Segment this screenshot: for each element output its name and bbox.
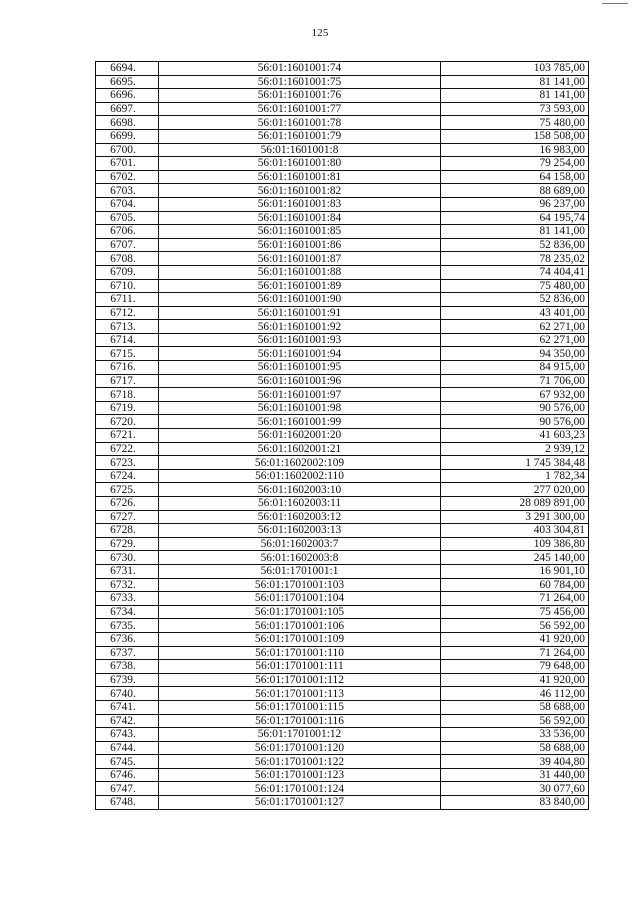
- cadastral-value-cell: 41 603,23: [441, 429, 589, 443]
- table-row: [96, 687, 589, 701]
- row-number-cell: 6709.: [96, 265, 159, 279]
- cadastral-number-cell: 56:01:1601001:75: [159, 75, 441, 89]
- cadastral-number-cell: 56:01:1601001:87: [159, 252, 441, 266]
- cadastral-number-cell: 56:01:1701001:123: [159, 768, 441, 782]
- row-number-cell: 6708.: [96, 252, 159, 266]
- table-row: [96, 782, 589, 796]
- table-row: [96, 497, 589, 511]
- row-number-cell: 6715.: [96, 347, 159, 361]
- cadastral-number-cell: 56:01:1601001:76: [159, 89, 441, 103]
- row-number-cell: 6740.: [96, 687, 159, 701]
- table-row: [96, 429, 589, 443]
- row-number-cell: 6733.: [96, 592, 159, 606]
- cadastral-number-cell: 56:01:1601001:86: [159, 238, 441, 252]
- cadastral-value-cell: 158 508,00: [441, 129, 589, 143]
- cadastral-value-cell: 2 939,12: [441, 442, 589, 456]
- table-row: [96, 537, 589, 551]
- table-row: [96, 306, 589, 320]
- cadastral-value-cell: 60 784,00: [441, 578, 589, 592]
- cadastral-value-cell: 41 920,00: [441, 673, 589, 687]
- row-number-cell: 6694.: [96, 62, 159, 76]
- cadastral-value-cell: 79 254,00: [441, 157, 589, 171]
- cadastral-value-cell: 74 404,41: [441, 265, 589, 279]
- cadastral-number-cell: 56:01:1701001:127: [159, 796, 441, 810]
- cadastral-value-cell: 62 271,00: [441, 333, 589, 347]
- row-number-cell: 6747.: [96, 782, 159, 796]
- row-number-cell: 6716.: [96, 361, 159, 375]
- table-row: [96, 768, 589, 782]
- table-row: [96, 510, 589, 524]
- cadastral-number-cell: 56:01:1601001:74: [159, 62, 441, 76]
- row-number-cell: 6737.: [96, 646, 159, 660]
- row-number-cell: 6721.: [96, 429, 159, 443]
- cadastral-value-cell: 71 264,00: [441, 646, 589, 660]
- cadastral-value-cell: 62 271,00: [441, 320, 589, 334]
- row-number-cell: 6732.: [96, 578, 159, 592]
- cadastral-value-cell: 71 264,00: [441, 592, 589, 606]
- row-number-cell: 6744.: [96, 741, 159, 755]
- cadastral-number-cell: 56:01:1601001:97: [159, 388, 441, 402]
- cadastral-value-cell: 58 688,00: [441, 700, 589, 714]
- table-row: [96, 619, 589, 633]
- cadastral-number-cell: 56:01:1602003:12: [159, 510, 441, 524]
- cadastral-number-cell: 56:01:1602003:7: [159, 537, 441, 551]
- row-number-cell: 6712.: [96, 306, 159, 320]
- table-row: [96, 129, 589, 143]
- row-number-cell: 6745.: [96, 755, 159, 769]
- row-number-cell: 6727.: [96, 510, 159, 524]
- table-body: [96, 62, 589, 810]
- row-number-cell: 6695.: [96, 75, 159, 89]
- cadastral-number-cell: 56:01:1602003:10: [159, 483, 441, 497]
- row-number-cell: 6742.: [96, 714, 159, 728]
- table-row: [96, 578, 589, 592]
- cadastral-number-cell: 56:01:1601001:89: [159, 279, 441, 293]
- cadastral-number-cell: 56:01:1601001:85: [159, 225, 441, 239]
- cadastral-number-cell: 56:01:1601001:91: [159, 306, 441, 320]
- cadastral-number-cell: 56:01:1701001:103: [159, 578, 441, 592]
- cadastral-value-cell: 1 782,34: [441, 469, 589, 483]
- cadastral-number-cell: 56:01:1602003:8: [159, 551, 441, 565]
- table-row: [96, 157, 589, 171]
- table-row: [96, 673, 589, 687]
- table-row: [96, 755, 589, 769]
- cadastral-number-cell: 56:01:1701001:106: [159, 619, 441, 633]
- table-row: [96, 728, 589, 742]
- row-number-cell: 6734.: [96, 605, 159, 619]
- table-row: [96, 293, 589, 307]
- cadastral-value-table: [95, 61, 589, 810]
- cadastral-number-cell: 56:01:1701001:1: [159, 564, 441, 578]
- row-number-cell: 6698.: [96, 116, 159, 130]
- table-row: [96, 796, 589, 810]
- cadastral-number-cell: 56:01:1601001:83: [159, 197, 441, 211]
- table-row: [96, 197, 589, 211]
- cadastral-number-cell: 56:01:1601001:80: [159, 157, 441, 171]
- table-row: [96, 62, 589, 76]
- cadastral-number-cell: 56:01:1701001:113: [159, 687, 441, 701]
- cadastral-number-cell: 56:01:1701001:110: [159, 646, 441, 660]
- cadastral-number-cell: 56:01:1701001:12: [159, 728, 441, 742]
- row-number-cell: 6736.: [96, 632, 159, 646]
- row-number-cell: 6713.: [96, 320, 159, 334]
- cadastral-value-cell: 103 785,00: [441, 62, 589, 76]
- cadastral-value-cell: 16 901,10: [441, 564, 589, 578]
- cadastral-value-cell: 43 401,00: [441, 306, 589, 320]
- cadastral-value-cell: 75 480,00: [441, 279, 589, 293]
- cadastral-value-cell: 73 593,00: [441, 102, 589, 116]
- row-number-cell: 6726.: [96, 497, 159, 511]
- cadastral-number-cell: 56:01:1601001:81: [159, 170, 441, 184]
- cadastral-number-cell: 56:01:1601001:98: [159, 401, 441, 415]
- row-number-cell: 6729.: [96, 537, 159, 551]
- cadastral-number-cell: 56:01:1601001:88: [159, 265, 441, 279]
- cadastral-number-cell: 56:01:1601001:84: [159, 211, 441, 225]
- row-number-cell: 6738.: [96, 660, 159, 674]
- cadastral-number-cell: 56:01:1601001:94: [159, 347, 441, 361]
- row-number-cell: 6718.: [96, 388, 159, 402]
- table-row: [96, 265, 589, 279]
- table-row: [96, 564, 589, 578]
- row-number-cell: 6702.: [96, 170, 159, 184]
- row-number-cell: 6720.: [96, 415, 159, 429]
- table-row: [96, 320, 589, 334]
- cadastral-number-cell: 56:01:1601001:96: [159, 374, 441, 388]
- cadastral-number-cell: 56:01:1601001:93: [159, 333, 441, 347]
- cadastral-value-cell: 403 304,81: [441, 524, 589, 538]
- row-number-cell: 6739.: [96, 673, 159, 687]
- row-number-cell: 6730.: [96, 551, 159, 565]
- cadastral-value-cell: 81 141,00: [441, 75, 589, 89]
- cadastral-value-cell: 84 915,00: [441, 361, 589, 375]
- cadastral-number-cell: 56:01:1602003:13: [159, 524, 441, 538]
- table-row: [96, 483, 589, 497]
- cadastral-value-cell: 67 932,00: [441, 388, 589, 402]
- cadastral-value-cell: 75 480,00: [441, 116, 589, 130]
- cadastral-value-cell: 90 576,00: [441, 415, 589, 429]
- cadastral-value-cell: 64 195,74: [441, 211, 589, 225]
- cadastral-value-cell: 39 404,80: [441, 755, 589, 769]
- table-row: [96, 225, 589, 239]
- cadastral-number-cell: 56:01:1701001:109: [159, 632, 441, 646]
- row-number-cell: 6700.: [96, 143, 159, 157]
- cadastral-value-cell: 33 536,00: [441, 728, 589, 742]
- table-row: [96, 89, 589, 103]
- row-number-cell: 6719.: [96, 401, 159, 415]
- row-number-cell: 6696.: [96, 89, 159, 103]
- cadastral-value-cell: 3 291 300,00: [441, 510, 589, 524]
- row-number-cell: 6723.: [96, 456, 159, 470]
- cadastral-value-cell: 94 350,00: [441, 347, 589, 361]
- cadastral-number-cell: 56:01:1602001:20: [159, 429, 441, 443]
- table-row: [96, 660, 589, 674]
- cadastral-value-cell: 30 077,60: [441, 782, 589, 796]
- cadastral-number-cell: 56:01:1701001:104: [159, 592, 441, 606]
- cadastral-value-cell: 88 689,00: [441, 184, 589, 198]
- row-number-cell: 6706.: [96, 225, 159, 239]
- cadastral-number-cell: 56:01:1701001:120: [159, 741, 441, 755]
- cadastral-number-cell: 56:01:1701001:124: [159, 782, 441, 796]
- table-row: [96, 605, 589, 619]
- table-row: [96, 388, 589, 402]
- cadastral-value-cell: 277 020,00: [441, 483, 589, 497]
- table-row: [96, 714, 589, 728]
- table-row: [96, 252, 589, 266]
- cadastral-value-cell: 90 576,00: [441, 401, 589, 415]
- cadastral-value-cell: 75 456,00: [441, 605, 589, 619]
- cadastral-value-cell: 64 158,00: [441, 170, 589, 184]
- cadastral-number-cell: 56:01:1601001:8: [159, 143, 441, 157]
- table-row: [96, 238, 589, 252]
- cadastral-number-cell: 56:01:1701001:111: [159, 660, 441, 674]
- cadastral-value-cell: 46 112,00: [441, 687, 589, 701]
- table-row: [96, 524, 589, 538]
- row-number-cell: 6735.: [96, 619, 159, 633]
- cadastral-value-cell: 96 237,00: [441, 197, 589, 211]
- row-number-cell: 6697.: [96, 102, 159, 116]
- cadastral-number-cell: 56:01:1701001:105: [159, 605, 441, 619]
- table-row: [96, 469, 589, 483]
- cadastral-value-cell: 78 235,02: [441, 252, 589, 266]
- cadastral-value-cell: 81 141,00: [441, 225, 589, 239]
- table-row: [96, 401, 589, 415]
- table-row: [96, 211, 589, 225]
- table-row: [96, 143, 589, 157]
- cadastral-number-cell: 56:01:1601001:99: [159, 415, 441, 429]
- cadastral-number-cell: 56:01:1602001:21: [159, 442, 441, 456]
- row-number-cell: 6717.: [96, 374, 159, 388]
- cadastral-number-cell: 56:01:1601001:77: [159, 102, 441, 116]
- table-row: [96, 116, 589, 130]
- cadastral-number-cell: 56:01:1602002:110: [159, 469, 441, 483]
- cadastral-number-cell: 56:01:1601001:79: [159, 129, 441, 143]
- table-row: [96, 279, 589, 293]
- cadastral-value-cell: 41 920,00: [441, 632, 589, 646]
- cadastral-number-cell: 56:01:1701001:112: [159, 673, 441, 687]
- table-row: [96, 170, 589, 184]
- table-row: [96, 361, 589, 375]
- row-number-cell: 6707.: [96, 238, 159, 252]
- cadastral-value-cell: 81 141,00: [441, 89, 589, 103]
- cadastral-number-cell: 56:01:1601001:95: [159, 361, 441, 375]
- row-number-cell: 6705.: [96, 211, 159, 225]
- row-number-cell: 6699.: [96, 129, 159, 143]
- cadastral-number-cell: 56:01:1601001:78: [159, 116, 441, 130]
- table-row: [96, 592, 589, 606]
- table-row: [96, 700, 589, 714]
- cadastral-value-cell: 31 440,00: [441, 768, 589, 782]
- row-number-cell: 6748.: [96, 796, 159, 810]
- cadastral-number-cell: 56:01:1601001:90: [159, 293, 441, 307]
- row-number-cell: 6743.: [96, 728, 159, 742]
- cadastral-value-cell: 52 836,00: [441, 293, 589, 307]
- table-row: [96, 646, 589, 660]
- row-number-cell: 6711.: [96, 293, 159, 307]
- table-row: [96, 632, 589, 646]
- row-number-cell: 6704.: [96, 197, 159, 211]
- cadastral-value-cell: 58 688,00: [441, 741, 589, 755]
- row-number-cell: 6731.: [96, 564, 159, 578]
- scan-corner-mark: [602, 3, 628, 4]
- cadastral-value-cell: 71 706,00: [441, 374, 589, 388]
- row-number-cell: 6724.: [96, 469, 159, 483]
- table-row: [96, 347, 589, 361]
- row-number-cell: 6741.: [96, 700, 159, 714]
- table-row: [96, 102, 589, 116]
- table-row: [96, 184, 589, 198]
- table-row: [96, 442, 589, 456]
- cadastral-number-cell: 56:01:1602002:109: [159, 456, 441, 470]
- table-row: [96, 456, 589, 470]
- cadastral-number-cell: 56:01:1701001:115: [159, 700, 441, 714]
- cadastral-number-cell: 56:01:1601001:92: [159, 320, 441, 334]
- cadastral-value-cell: 56 592,00: [441, 714, 589, 728]
- table-row: [96, 415, 589, 429]
- cadastral-number-cell: 56:01:1602003:11: [159, 497, 441, 511]
- row-number-cell: 6728.: [96, 524, 159, 538]
- cadastral-value-cell: 245 140,00: [441, 551, 589, 565]
- table-row: [96, 333, 589, 347]
- row-number-cell: 6703.: [96, 184, 159, 198]
- row-number-cell: 6710.: [96, 279, 159, 293]
- row-number-cell: 6701.: [96, 157, 159, 171]
- cadastral-value-cell: 28 089 891,00: [441, 497, 589, 511]
- row-number-cell: 6722.: [96, 442, 159, 456]
- cadastral-value-cell: 109 386,80: [441, 537, 589, 551]
- cadastral-number-cell: 56:01:1701001:122: [159, 755, 441, 769]
- cadastral-value-cell: 52 836,00: [441, 238, 589, 252]
- cadastral-value-cell: 83 840,00: [441, 796, 589, 810]
- row-number-cell: 6725.: [96, 483, 159, 497]
- row-number-cell: 6714.: [96, 333, 159, 347]
- cadastral-value-cell: 16 983,00: [441, 143, 589, 157]
- cadastral-value-cell: 1 745 384,48: [441, 456, 589, 470]
- cadastral-number-cell: 56:01:1701001:116: [159, 714, 441, 728]
- table-row: [96, 75, 589, 89]
- cadastral-value-cell: 79 648,00: [441, 660, 589, 674]
- page-number: 125: [311, 27, 329, 39]
- table-row: [96, 374, 589, 388]
- table-row: [96, 741, 589, 755]
- cadastral-number-cell: 56:01:1601001:82: [159, 184, 441, 198]
- row-number-cell: 6746.: [96, 768, 159, 782]
- table-row: [96, 551, 589, 565]
- cadastral-value-cell: 56 592,00: [441, 619, 589, 633]
